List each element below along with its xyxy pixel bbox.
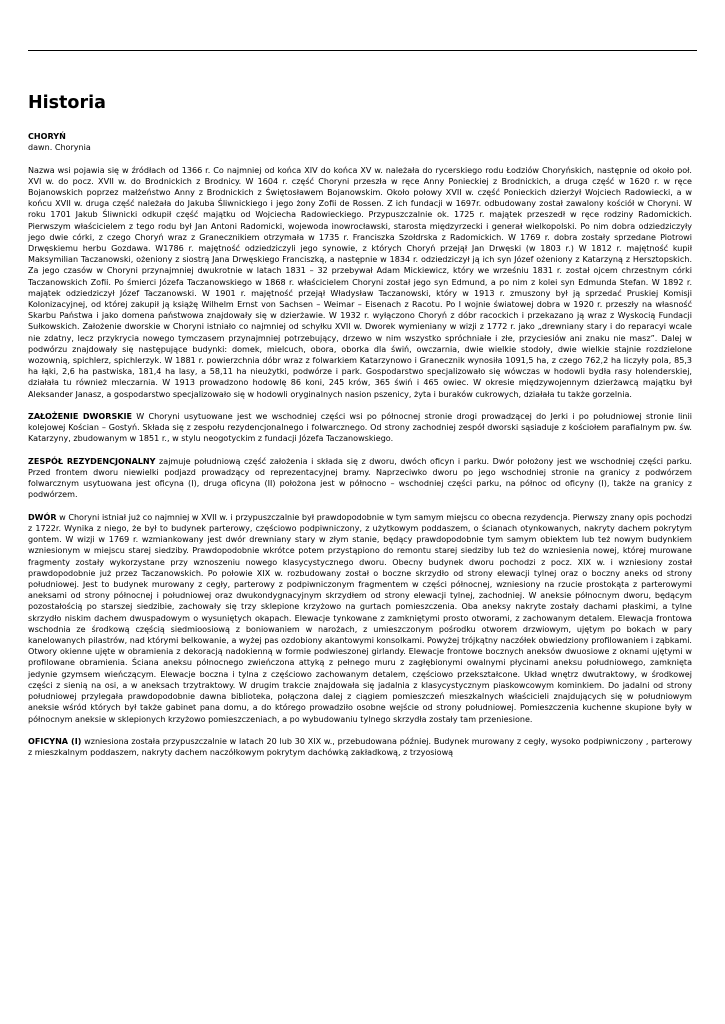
page-title: Historia xyxy=(28,93,106,113)
residence-text: zajmuje południową część założenia i składa się z dworu, dwóch oficyn i parku. Dwór położony jest we wschodniej części parku. Przed frontem dworu niewielki podjazd prowadzący od reprezentacyjnej bramy. Naprzeciwko dworu po jego wschodniej stronie na granicy z podwórzem folwarcznym usytuowana jest oficyna (I), druga oficyna (II) położona jest w północno – wschodniej części parku, na północ od oficyny (I), także na granicy z podwórzem. xyxy=(28,456,692,500)
annex-lead: OFICYNA (I) xyxy=(28,736,82,746)
manor-lead: DWÓR xyxy=(28,512,57,522)
place-former-name: dawn. Chorynia xyxy=(28,143,91,153)
manor-text: w Choryni istniał już co najmniej w XVII w. i przypuszczalnie był prawdopodobnie w tym samym miejscu co obecna rezydencja. Pierwszy znany opis pochodzi z 1722r. Wynika z niego, że był to budynek parterowy, częściowo podpiwniczony, z użytkowym poddaszem, o ścianach otynkowanych, nakryty dachem pokrytym gontem. W wizji w 1769 r. wzmiankowany jest dwór drewniany stary w złym stanie, będący prawdopodobnie tym samym obiektem lub też nowym budynkiem wzniesionym w miejscu starej siedziby. Prawdopodobnie wkrótce potem przystąpiono do remontu starej siedziby lub też do wzniesienia nowej, której murowane fragmenty zostały wykorzystane przy wznoszeniu nowego klasycystycznego dworu. Obecny budynek dworu pochodzi z pocz. XIX w. i wzniesiony został prawdopodobnie już przez Taczanowskich. Po połowie XIX w. rozbudowany został o boczne skrzydło od strony elewacji tylnej oraz o boczny aneks od strony południowej. Jest to budynek murowany z cegły, parterowy z podpiwniczonym fragmentem w części północnej, wzniesiony na rzucie prostokąta z parterowymi aneksami od strony północnej i południowej oraz dwukondygnacyjnym skrzydłem od strony elewacji tylnej, zachodniej. W aneksie północnym dworu, będącym pozostałością po starszej siedzibie, zachowały się trzy sklepione krzyżowo na gurtach pomieszczenia. Oba aneksy nakryte zostały dachami płaskimi, a tylne skrzydło niskim dachem dwuspadowym o wysuniętych okapach. Elewacje tynkowane z zamkniętymi prosto otworami, z zachowanym detalem. Elewacja frontowa wschodnia ze środkową częścią siedmioosiową z boniowaniem w narożach, z umieszczonym pośrodku otworem drzwiowym, ujętym po bokach w pary kanelowanych pilastrów, nad którymi belkowanie, a wyżej pas ozdobiony akantowymi konsolkami. Powyżej trójkątny naczółek obwiedziony profilowaniem i ząbkami. Otwory okienne ujęte w obramienia z dekoracją nadokienną w formie podwieszonej girlandy. Elewacje frontowe bocznych aneksów dwuosiowe z oknami ujętymi w profilowane obramienia. Ściana aneksu północnego zwieńczona attyką z pełnego muru z zagłębionymi owalnymi płycinami aneksu południowego, zamknięta jedynie gzymsem wieńczącym. Elewacje boczna i tylna z częściowo zachowanym detalem, częściowo przekształcone. Układ wnętrz dwutraktowy, w środkowej części z sienią na osi, a w aneksach trzytraktowy. W drugim trakcie znajdowała się jadalnia z klasycystycznym piaskowcowym kominkiem. Do jadalni od strony południowej przylegała prawdopodobnie dawna biblioteka, połączona dalej z ciągiem pomieszczeń mieszkalnych właścicieli znajdujących się w południowym aneksie wśród których był także gabinet pana domu, a do którego prowadziło osobne wejście od strony południowej. Pomieszczenia kuchenne skupione były w północnym aneksie w sklepionych krzyżowo pomieszczeniach, a po wybudowaniu tylnego skrzydła zostały tam przeniesione. xyxy=(28,512,692,724)
annex-text: wzniesiona została przypuszczalnie w latach 20 lub 30 XIX w., przebudowana później. Budynek murowany z cegły, wysoko podpiwniczony , parterowy z mieszkalnym poddaszem, nakryty dachem naczółkowym pokrytym dachówką zakładkową, z trzyosiową xyxy=(28,736,692,758)
place-name: CHORYŃ xyxy=(28,132,66,141)
place-heading-block xyxy=(28,131,692,153)
estate-lead: ZAŁOŻENIE DWORSKIE xyxy=(28,412,132,422)
estate-text: W Choryni usytuowane jest we wschodniej części wsi po północnej stronie drogi prowadzącej do Jerki i po południowej stronie linii kolejowej Kościan – Gostyń. Składa się z zespołu rezydencjonalnego i folwarcznego. Od strony zachodniej zespół dworski sąsiaduje z kościołem parafialnym pw. św. Katarzyny, zbudowanym w 1851 r., w stylu neogotyckim z fundacji Józefa Taczanowskiego. xyxy=(28,412,692,444)
history-paragraph: Nazwa wsi pojawia się w źródłach od 1366 r. Co najmniej od końca XIV do końca XV w. należała do rycerskiego rodu Łodziów Choryńskich, następnie od około poł. XVI w. do pocz. XVII w. do Brodnickich z Brodnicy. W 1604 r. część Choryni przeszła w ręce Anny Ponieckiej z Brodnickich, a druga część w 1620 r. w ręce Bojanowskich poprzez małżeństwo Anny z Brodnickich z Świętosławem Bojanowskim. Około połowy XVII w. część Ponieckich dzierżył Wojciech Radowiecki, a w końcu XVII w. druga część należała do Jakuba Śliwnickiego i jego żony Zofii de Rossen. Z ich fundacji w 1697r. odbudowany został zawalony kościół w Choryni. W roku 1701 Jakub Śliwnicki odkupił część majątku od Wojciecha Radowieckiego. Przypuszczalnie ok. 1725 r. majątek przeszedł w ręce rodziny Radomickich. Pierwszym właścicielem z tego rodu był Jan Antoni Radomicki, wojewoda inowrocławski, starosta międzyrzecki i generał wielkopolski. Po nim dobra odziedziczyły jego dwie córki, z czego Choryń wraz z Granecznikiem otrzymała w 1735 r. Franciszka Szołdrska z Radomickich. W 1769 r. dobra zostały sprzedane Piotrowi Drwęskiemu herbu Gozdawa. W1786 r. majętność odziedziczyli jego synowie, z których Choryń przejął Jan Drwęski (w 1803 r.) W 1812 r. majętność kupił Maksymilian Taczanowski, ożeniony z siostrą Jana Drwęskiego Franciszką, a następnie w 1834 r. odziedziczył ją ich syn Józef ożeniony z Katarzyną z Hersztopskich. Za jego czasów w Choryni przynajmniej dwukrotnie w latach 1831 – 32 przebywał Adam Mickiewicz, który we wrześniu 1831 r. został ojcem chrzestnym córki Taczanowskich Zofii. Po śmierci Józefa Taczanowskiego w 1868 r. właścicielem Choryni został jego syn Edmund, a po nim z kolei syn Edmunda Stefan. W 1892 r. majątek odziedziczył Józef Taczanowski. W 1901 r. majętność przejął Władysław Taczanowski, który w 1913 r. zmuszony był ją sprzedać Pruskiej Komisji Kolonizacyjnej, od której zakupił ją książę Wilhelm Ernst von Sachsen – Weimar – Eisenach z Racotu. Po I wojnie światowej dobra w 1920 r. przeszły na własność Skarbu Państwa i jako domena państwowa znajdowały się w dzierżawie. W 1932 r. wyłączono Choryń z dóbr racockich i przekazano ją wraz z Wyskocią Fundacji Sułkowskich. Założenie dworskie w Choryni istniało co najmniej od schyłku XVII w. Dworek wymieniany w wizji z 1772 r. jako „drewniany stary i do reparacyi wcale nie zdatny, lecz przykrycia nowego tymczasem przynajmniej potrzebujący, drzewo w nim wszystko spróchniałe i złe, przyciesiów ani znaku nie masz”. Dalej w podwórzu znajdowały się następujące budynki: domek, mielcuch, obora, oborka dla świń, owczarnia, dwie wielkie stodoły, dwie wielkie stajnie rozdzielone wozownią, spichlerz, spichlerzyk. W 1881 r. powierzchnia dóbr wraz z folwarkiem Katarzynowo i Granecznik wynosiła 1091,5 ha, z czego 762,2 ha liczyły pola, 85,3 ha łąki, 2,6 ha pastwiska, 181,4 ha lasy, a 58,11 ha nieużytki, podwórze i park. Gospodarstwo specjalizowało się wówczas w hodowli bydła rasy holenderskiej, działała tu również mleczarnia. W 1913 prowadzono hodowlę 86 koni, 245 krów, 365 świń i 465 owiec. W okresie międzywojennym dzierżawcą majątku był Aleksander Janasz, a gospodarstwo specjalizowało się w hodowli oryginalnych nasion pszenicy, żyta i buraków cukrowych, działała tu także gorzelnia. xyxy=(28,165,692,399)
document-body xyxy=(28,92,692,769)
manor-paragraph xyxy=(28,512,692,725)
top-rule xyxy=(28,50,697,51)
residence-lead: ZESPÓŁ REZYDENCJONALNY xyxy=(28,456,156,466)
estate-paragraph xyxy=(28,411,692,445)
residence-paragraph xyxy=(28,456,692,501)
annex-paragraph xyxy=(28,736,692,758)
